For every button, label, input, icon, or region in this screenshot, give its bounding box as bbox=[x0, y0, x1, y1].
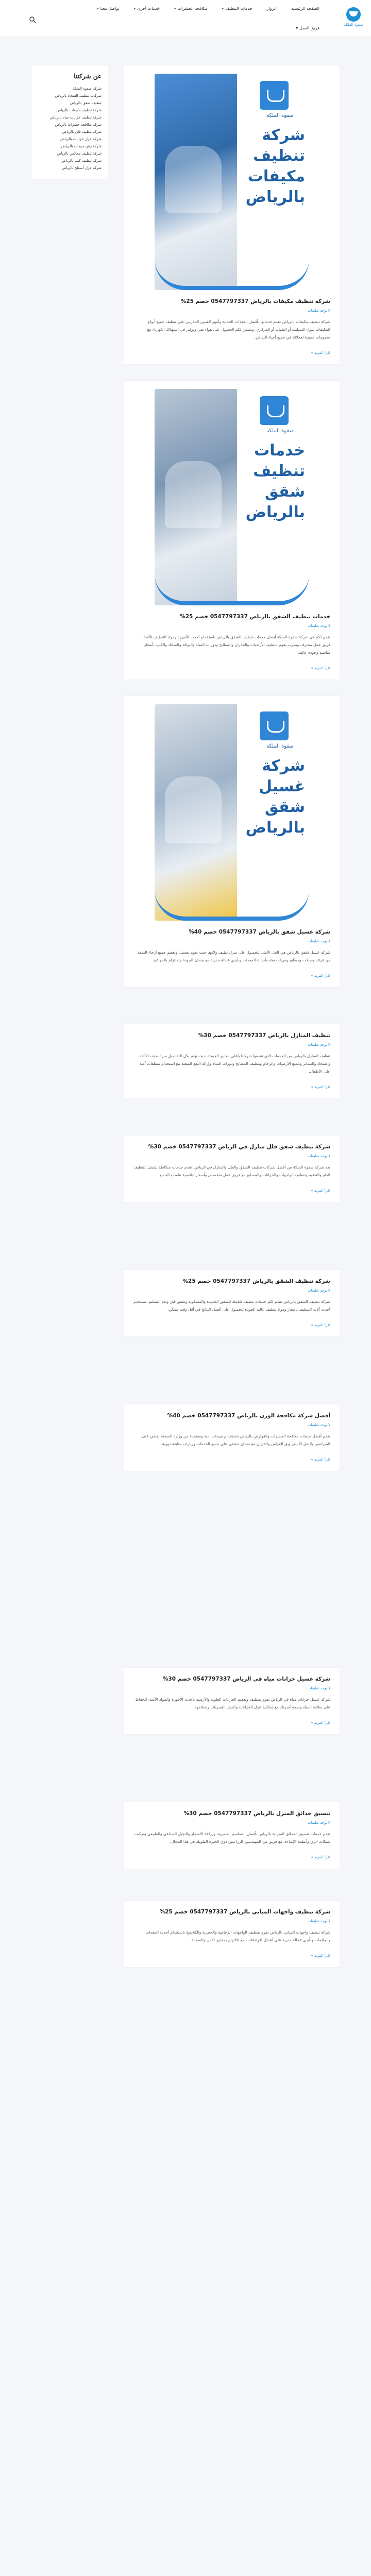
sidebar-link[interactable]: شركة تنظيف كنب بالرياض bbox=[61, 159, 102, 163]
read-more-link[interactable]: اقرأ المزيد » bbox=[311, 351, 330, 355]
sidebar-title: عن شركتنا bbox=[74, 73, 102, 80]
read-more-link[interactable]: اقرأ المزيد » bbox=[311, 1721, 330, 1725]
nav-item-other-services[interactable] bbox=[134, 6, 160, 11]
chevron-down-icon: ▾ bbox=[133, 6, 136, 11]
post-meta[interactable]: لا يوجد تعليقات bbox=[307, 1154, 330, 1158]
nav-item-pest-control[interactable] bbox=[174, 6, 208, 11]
post-meta[interactable]: لا يوجد تعليقات bbox=[307, 309, 330, 313]
chevron-down-icon: ▾ bbox=[296, 26, 298, 30]
post-card bbox=[124, 1802, 340, 1869]
read-more-link[interactable]: اقرأ المزيد » bbox=[311, 1458, 330, 1462]
post-excerpt: شركة غسيل خزانات مياه في الرياض تقوم بتنظيف وتعقيم الخزانات العلوية والأرضية بأحدث الأجهزة والمواد الآمنة، للحفاظ على نظافة المياه وصحة أسرتك مع إمكانية عزل الخزانات وكشف التسربات وإصلاحها. bbox=[135, 1697, 330, 1709]
sidebar-link[interactable]: شركات تنظيف السجاد بالرياض bbox=[55, 94, 102, 98]
post-featured-image[interactable] bbox=[155, 389, 309, 605]
nav-label: الصفحة الرئيسية bbox=[291, 6, 319, 11]
photo-area bbox=[155, 389, 237, 605]
read-more-link[interactable]: اقرأ المزيد » bbox=[311, 1085, 330, 1089]
post-excerpt: شركة غسيل شقق بالرياض هي الحل الأمثل للحصول على منزل نظيف ولامع، حيث نقوم بغسيل وتعقيم جميع أرجاء الشقة من غرف وصالات ومطابخ ودورات مياه بأحدث المعدات وبأيدي عمالة مدربة مع ضمان الجودة والالتزام بالمواعيد. bbox=[137, 950, 330, 962]
image-frame-decoration bbox=[155, 574, 309, 605]
post-excerpt: تنظيف المنازل بالرياض من الخدمات التي تقدمها شركتنا بأعلى معايير الجودة، حيث نهتم بكل التفاصيل من تنظيف الأثاث والسجاد والستائر وتلميع الأرضيات والرخام وتنظيف المطابخ ودورات المياه وإزالة البقع الصعبة مع استخدام منظفات آمنة على الأطفال. bbox=[139, 1054, 330, 1074]
read-more-link[interactable]: اقرأ المزيد » bbox=[311, 666, 330, 670]
image-brand-text: صفوة الملكة bbox=[266, 428, 294, 434]
sidebar-link[interactable]: شركة تنظيف مكيفات بالرياض bbox=[56, 108, 102, 112]
nav-item-team[interactable] bbox=[296, 26, 319, 30]
sidebar-link[interactable]: شركة رش مبيدات بالرياض bbox=[61, 144, 102, 148]
post-meta[interactable]: لا يوجد تعليقات bbox=[307, 1289, 330, 1293]
image-headline: شركة تنظيف مكيفات بالرياض bbox=[245, 126, 305, 206]
site-logo[interactable] bbox=[343, 7, 364, 28]
nav-item-contact[interactable] bbox=[97, 6, 120, 11]
sidebar-link[interactable]: شركة تنظيف خزانات مياه بالرياض bbox=[50, 115, 102, 120]
search-button[interactable] bbox=[29, 15, 36, 23]
post-meta[interactable]: لا يوجد تعليقات bbox=[307, 1686, 330, 1690]
sidebar-link[interactable]: شركة صفوة الملكة bbox=[72, 87, 102, 91]
brand-badge-icon bbox=[260, 711, 289, 740]
image-text-panel bbox=[237, 74, 309, 290]
nav-item-cleaning[interactable] bbox=[222, 6, 252, 11]
post-title[interactable]: شركة تنظيف شقق فلل منازل في الرياض 0547797337 خصم 30% bbox=[148, 1144, 330, 1150]
sidebar-about bbox=[31, 65, 108, 179]
post-title[interactable]: تنظيف المنازل بالرياض 0547797337 خصم 30% bbox=[198, 1032, 330, 1039]
post-title[interactable]: خدمات تنظيف الشقق بالرياض 0547797337 خصم 25% bbox=[180, 614, 330, 620]
logo-icon bbox=[346, 7, 361, 22]
sidebar-links bbox=[38, 85, 102, 172]
post-title[interactable]: شركة تنظيف مكيفات بالرياض 0547797337 خصم 25% bbox=[180, 298, 330, 304]
read-more-link[interactable]: اقرأ المزيد » bbox=[311, 1855, 330, 1859]
post-excerpt: شركة تنظيف الشقق بالرياض تقدم لكم خدمات تنظيف شاملة للشقق الجديدة والمسكونة وشقق قبل وبعد التسليم، نستخدم أحدث آلات التنظيف بالبخار ومواد تنظيف عالية الجودة للحصول على أفضل النتائج في أقل وقت ممكن. bbox=[133, 1299, 330, 1312]
post-excerpt: شركة تنظيف مكيفات بالرياض تقدم خدماتها بأفضل المعدات الحديثة وأمهر الفنيين المدربين على تنظيف جميع أنواع المكيفات سواء السبليت أو الشباك أو المركزي، ونضمن لكم الحصول على هواء نقي وتوفير في استهلاك الكهرباء مع خصومات مميزة لعملائنا في جميع أحياء الرياض. bbox=[147, 319, 330, 340]
image-frame-decoration bbox=[155, 890, 309, 921]
post-meta[interactable]: لا يوجد تعليقات bbox=[307, 939, 330, 943]
nav-item-visitors[interactable] bbox=[267, 6, 277, 11]
photo-area bbox=[155, 704, 237, 921]
site-header bbox=[0, 0, 371, 37]
image-text-panel bbox=[237, 704, 309, 921]
post-title[interactable]: أفضل شركة مكافحة الوزن بالرياض 0547797337 خصم 40% bbox=[167, 1413, 330, 1419]
post-card bbox=[124, 1667, 340, 1735]
nav-label: خدمات أخرى bbox=[137, 6, 160, 11]
nav-label: مكافحة الحشرات bbox=[177, 6, 208, 11]
read-more-link[interactable]: اقرأ المزيد » bbox=[311, 1189, 330, 1193]
post-card bbox=[124, 1900, 340, 1968]
search-icon bbox=[29, 16, 36, 23]
post-excerpt: شركة تنظيف واجهات المباني بالرياض نقوم بتنظيف الواجهات الزجاجية والحجرية والكلادينج باستخدام أحدث المعدات والرافعات وبأيدي عمالة مدربة على أعمال الارتفاعات مع الالتزام بمعايير الأمن والسلامة. bbox=[145, 1930, 330, 1942]
sidebar-link[interactable]: شركة تنظيف مجالس بالرياض bbox=[57, 151, 102, 156]
post-excerpt: تعد شركة صفوة الملكة من أفضل شركات تنظيف الشقق والفلل والمنازل في الرياض، نقدم خدمات متكاملة تشمل التنظيف العام والتعقيم وتنظيف الواجهات والخزانات والمسابح مع فريق عمل متخصص وأسعار تنافسية تناسب الجميع. bbox=[133, 1165, 330, 1177]
read-more-link[interactable]: اقرأ المزيد » bbox=[311, 1323, 330, 1327]
logo-text: صفوة الملكة bbox=[344, 23, 363, 27]
post-excerpt: نقدم لكم في شركة صفوة الملكة أفضل خدمات تنظيف الشقق بالرياض باستخدام أحدث الأجهزة ومواد التنظيف الآمنة، فريق عمل محترف ومدرب يقوم بتنظيف الأرضيات والجدران والمطابخ ودورات المياه والنوافذ والسجاد والكنب بأسعار مناسبة وجودة عالية. bbox=[142, 635, 330, 655]
sidebar-link[interactable]: شركة مكافحة حشرات بالرياض bbox=[55, 123, 102, 127]
post-meta[interactable]: لا يوجد تعليقات bbox=[307, 1919, 330, 1923]
nav-label: فريق العمل bbox=[299, 26, 319, 30]
post-featured-image[interactable] bbox=[155, 74, 309, 290]
post-card bbox=[124, 380, 340, 680]
image-text-panel bbox=[237, 389, 309, 605]
nav-label: الزوار bbox=[266, 6, 277, 11]
post-excerpt: نقدم أفضل خدمات مكافحة الحشرات والقوارض بالرياض باستخدام مبيدات آمنة ومعتمدة من وزارة الصحة، نقضي على الصراصير والنمل الأبيض وبق الفراش والفئران مع ضمان حقيقي على جميع الخدمات وزيارات متابعة دورية. bbox=[142, 1434, 330, 1446]
post-meta[interactable]: لا يوجد تعليقات bbox=[307, 1821, 330, 1825]
chevron-down-icon: ▾ bbox=[222, 6, 224, 11]
image-headline: شركة غسيل شقق بالرياض bbox=[245, 757, 305, 837]
photo-area bbox=[155, 74, 237, 290]
post-meta[interactable]: لا يوجد تعليقات bbox=[307, 1043, 330, 1047]
post-card bbox=[124, 1269, 340, 1337]
nav-label: تواصل معنا bbox=[100, 6, 120, 11]
image-frame-decoration bbox=[155, 259, 309, 290]
image-headline: خدمات تنظيف شقق بالرياض bbox=[245, 442, 305, 521]
post-featured-image[interactable] bbox=[155, 704, 309, 921]
sidebar-link[interactable]: شركة عزل خزانات بالرياض bbox=[60, 137, 102, 141]
post-card bbox=[124, 1024, 340, 1099]
sidebar-link[interactable]: شركة عزل أسطح بالرياض bbox=[61, 166, 102, 170]
post-meta[interactable]: لا يوجد تعليقات bbox=[307, 1423, 330, 1427]
read-more-link[interactable]: اقرأ المزيد » bbox=[311, 1954, 330, 1958]
post-title[interactable]: شركة تنظيف الشقق بالرياض 0547797337 خصم 25% bbox=[182, 1278, 330, 1284]
brand-badge-icon bbox=[260, 396, 289, 425]
post-title[interactable]: تنسيق حدائق المنزل بالرياض 0547797337 خصم 30% bbox=[183, 1810, 330, 1817]
post-card bbox=[124, 696, 340, 988]
post-title[interactable]: شركة غسيل خزانات مياه في الرياض 0547797337 خصم 30% bbox=[162, 1676, 330, 1682]
chevron-down-icon: ▾ bbox=[174, 6, 176, 11]
post-card bbox=[124, 1404, 340, 1471]
read-more-link[interactable]: اقرأ المزيد » bbox=[311, 974, 330, 978]
post-list bbox=[124, 65, 340, 1983]
sidebar-link[interactable]: شركة تنظيف فلل بالرياض bbox=[62, 130, 102, 134]
post-excerpt: نقدم خدمات تنسيق الحدائق المنزلية بالرياض بأفضل التصاميم العصرية، وزراعة الأشجار والنجيل الصناعي والطبيعي وتركيب شبكات الري وأنظمة الإضاءة، مع فريق من المهندسين الزراعيين ذوي الخبرة الطويلة في هذا المجال. bbox=[134, 1832, 330, 1844]
nav-item-home[interactable] bbox=[291, 6, 319, 11]
sidebar-link[interactable]: تنظيف شقق بالرياض bbox=[70, 101, 102, 105]
nav-label: خدمات التنظيف bbox=[225, 6, 252, 11]
post-card bbox=[124, 1135, 340, 1202]
post-meta[interactable]: لا يوجد تعليقات bbox=[307, 624, 330, 628]
main-nav bbox=[97, 6, 319, 11]
image-brand-text: صفوة الملكة bbox=[266, 113, 294, 118]
post-title[interactable]: شركة تنظيف واجهات المباني بالرياض 0547797337 خصم 25% bbox=[159, 1909, 330, 1915]
post-title[interactable]: شركة غسيل شقق بالرياض 0547797337 خصم 40% bbox=[189, 929, 330, 935]
chevron-down-icon: ▾ bbox=[97, 6, 99, 11]
brand-badge-icon bbox=[260, 81, 289, 110]
image-brand-text: صفوة الملكة bbox=[266, 743, 294, 749]
post-card bbox=[124, 65, 340, 365]
